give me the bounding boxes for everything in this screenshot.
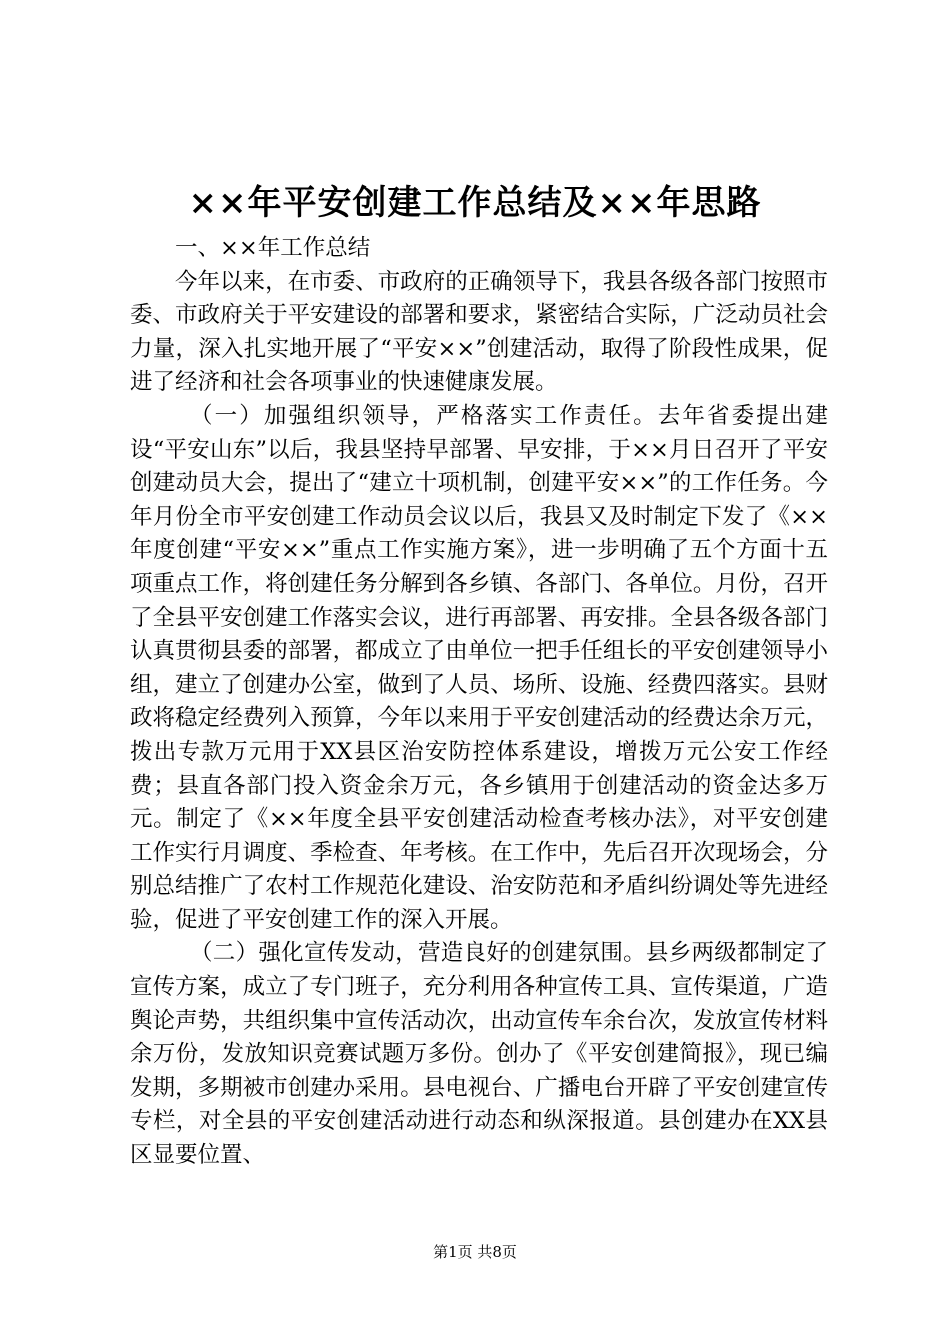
document-body (130, 232, 828, 1173)
paragraph-publicity: （二）强化宣传发动，营造良好的创建氛围。县乡两级都制定了宣传方案，成立了专门班子，充分利用各种宣传工具、宣传渠道，广造舆论声势，共组织集中宣传活动次，出动宣传车余台次，发放宣传材料余万份，发放知识竞赛试题万多份。创办了《平安创建简报》，现已编发期，多期被市创建办采用。县电视台、广播电台开辟了平安创建宣传专栏，对全县的平安创建活动进行动态和纵深报道。县创建办在XX县区显要位置、 (130, 940, 828, 1169)
page-footer: 第1页 共8页 (433, 1243, 517, 1261)
document-title: ××年平安创建工作总结及××年思路 (188, 183, 762, 223)
section-heading: 一、××年工作总结 (175, 235, 371, 261)
paragraph-organization: （一）加强组织领导，严格落实工作责任。去年省委提出建设“平安山东”以后，我县坚持早部署、早安排，于××月日召开了平安创建动员大会，提出了“建立十项机制，创建平安××”的工作任务。今年月份全市平安创建工作动员会议以后，我县又及时制定下发了《××年度创建“平安××”重点工作实施方案》，进一步明确了五个方面十五项重点工作，将创建任务分解到各乡镇、各部门、各单位。月份，召开了全县平安创建工作落实会议，进行再部署、再安排。全县各级各部门认真贯彻县委的部署，都成立了由单位一把手任组长的平安创建领导小组，建立了创建办公室，做到了人员、场所、设施、经费四落实。县财政将稳定经费列入预算，今年以来用于平安创建活动的经费达余万元，拨出专款万元用于XX县区治安防控体系建设，增拨万元公安工作经费；县直各部门投入资金余万元，各乡镇用于创建活动的资金达多万元。制定了《××年度全县平安创建活动检查考核办法》，对平安创建工作实行月调度、季检查、年考核。在工作中，先后召开次现场会，分别总结推广了农村工作规范化建设、治安防范和矛盾纠纷调处等先进经验，促进了平安创建工作的深入开展。 (130, 402, 828, 933)
paragraph-intro: 今年以来，在市委、市政府的正确领导下，我县各级各部门按照市委、市政府关于平安建设的部署和要求，紧密结合实际，广泛动员社会力量，深入扎实地开展了“平安××”创建活动，取得了阶段性成果，促进了经济和社会各项事业的快速健康发展。 (130, 268, 828, 396)
